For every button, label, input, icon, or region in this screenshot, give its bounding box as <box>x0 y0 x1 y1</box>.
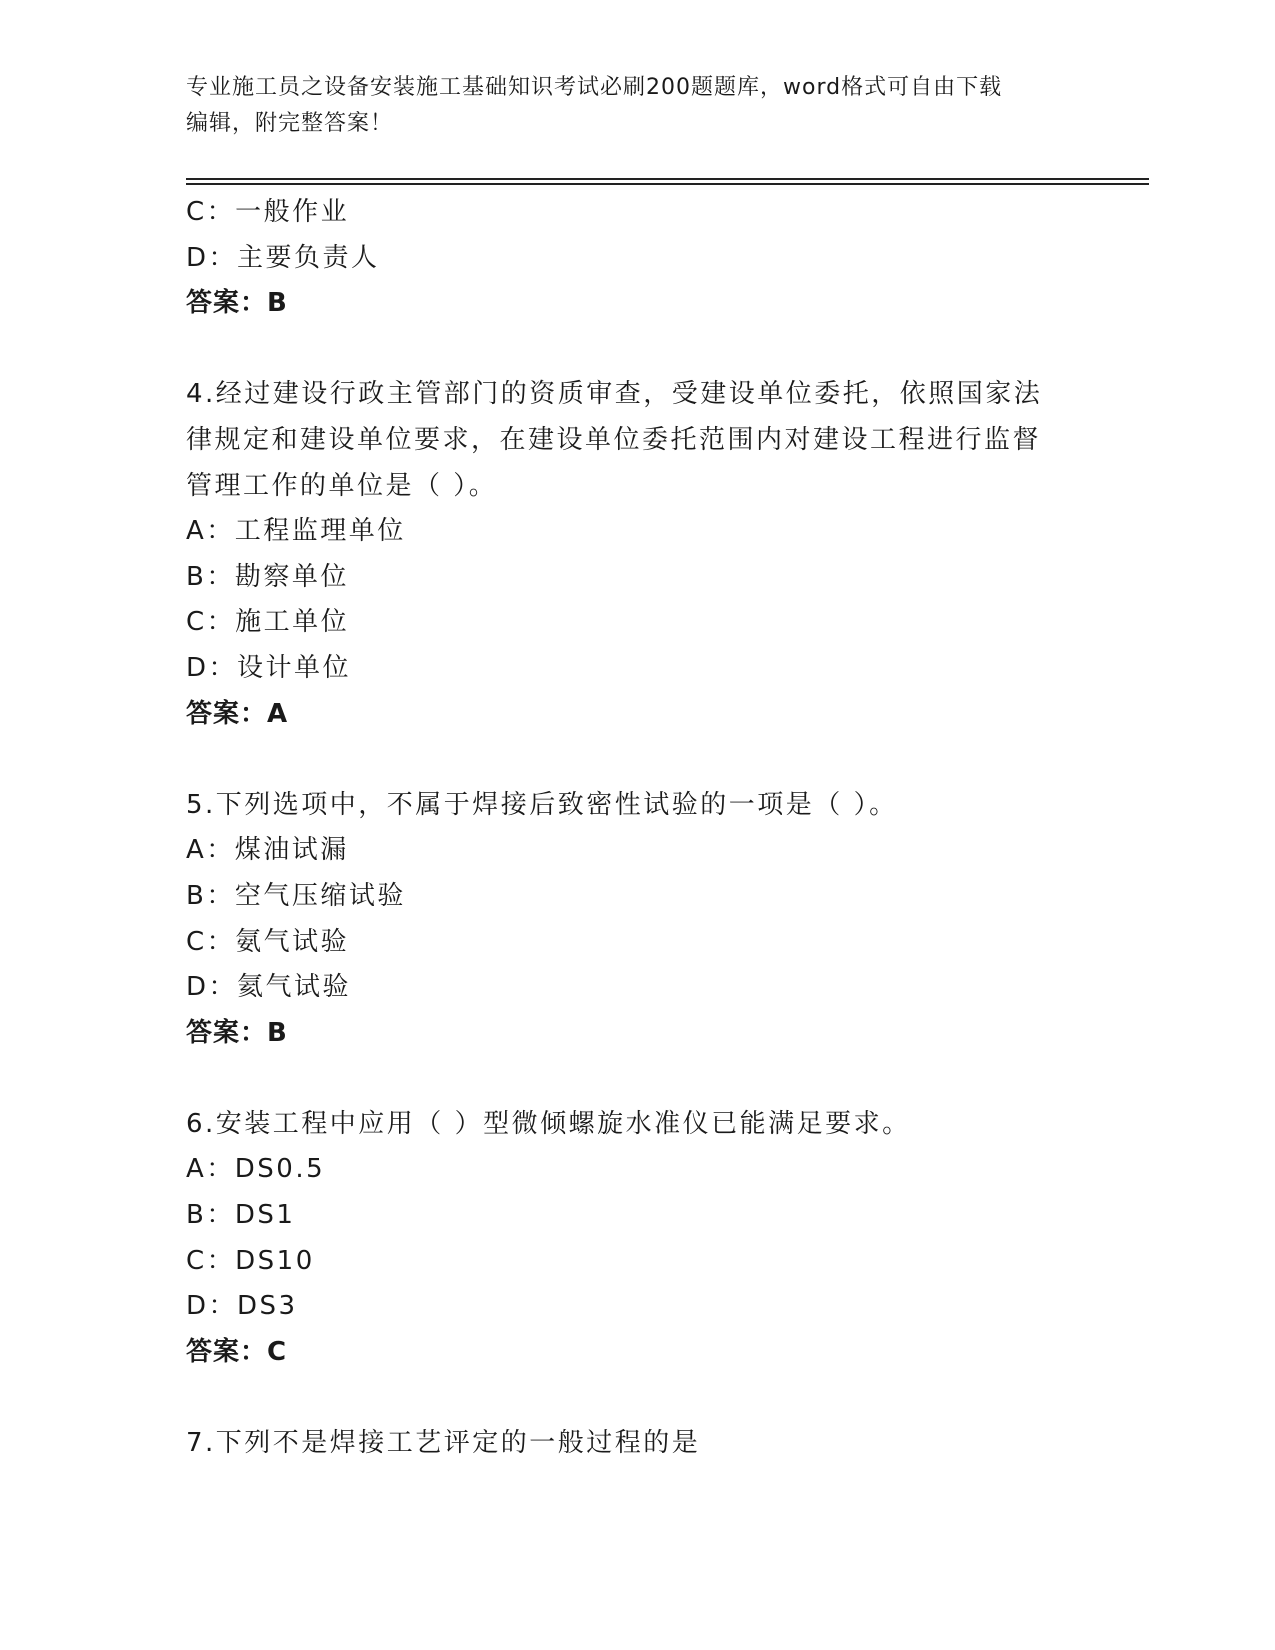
question-stem: 管理工作的单位是（ ）。 <box>186 470 498 501</box>
header-divider-top <box>186 178 1149 180</box>
answer-label: 答案：C <box>186 1336 288 1367</box>
spacer <box>186 1056 1086 1102</box>
option-b: B：DS1 <box>186 1200 296 1231</box>
question-stem: 律规定和建设单位要求，在建设单位委托范围内对建设工程进行监督 <box>186 424 1042 455</box>
option-c: C：DS10 <box>186 1245 315 1276</box>
question-6 <box>186 1102 1086 1376</box>
question-7 <box>186 1421 1086 1467</box>
header-title-line2: 编辑，附完整答案！ <box>186 111 394 136</box>
spacer <box>186 737 1086 783</box>
option-b: B：勘察单位 <box>186 561 349 592</box>
question-stem: 7.下列不是焊接工艺评定的一般过程的是 <box>186 1428 701 1459</box>
document-header <box>186 70 1066 142</box>
question-stem: 5.下列选项中，不属于焊接后致密性试验的一项是（ ）。 <box>186 789 898 820</box>
question-stem: 6.安装工程中应用（ ）型微倾螺旋水准仪已能满足要求。 <box>186 1108 911 1139</box>
question-4 <box>186 372 1086 737</box>
option-c: C：施工单位 <box>186 607 350 638</box>
spacer <box>186 1375 1086 1421</box>
option-d: D：主要负责人 <box>186 242 380 273</box>
spacer <box>186 327 1086 373</box>
question-5 <box>186 783 1086 1057</box>
option-a: A：工程监理单位 <box>186 516 406 547</box>
option-d: D：设计单位 <box>186 652 352 683</box>
option-c: C：一般作业 <box>186 197 350 227</box>
option-b: B：空气压缩试验 <box>186 880 406 911</box>
option-a: A：DS0.5 <box>186 1154 326 1185</box>
header-divider-bottom <box>186 183 1149 185</box>
question-3-tail <box>186 190 1086 327</box>
answer-label: 答案：A <box>186 698 289 729</box>
option-a: A：煤油试漏 <box>186 835 349 866</box>
answer-label: 答案：B <box>186 288 288 319</box>
option-d: D：氦气试验 <box>186 972 352 1003</box>
question-list <box>186 190 1086 1467</box>
question-stem: 4.经过建设行政主管部门的资质审查，受建设单位委托，依照国家法 <box>186 379 1043 410</box>
option-c: C：氨气试验 <box>186 926 350 957</box>
header-title-line1: 专业施工员之设备安装施工基础知识考试必刷200题题库，word格式可自由下载 <box>186 75 1003 100</box>
option-d: D：DS3 <box>186 1291 298 1322</box>
answer-label: 答案：B <box>186 1017 288 1048</box>
